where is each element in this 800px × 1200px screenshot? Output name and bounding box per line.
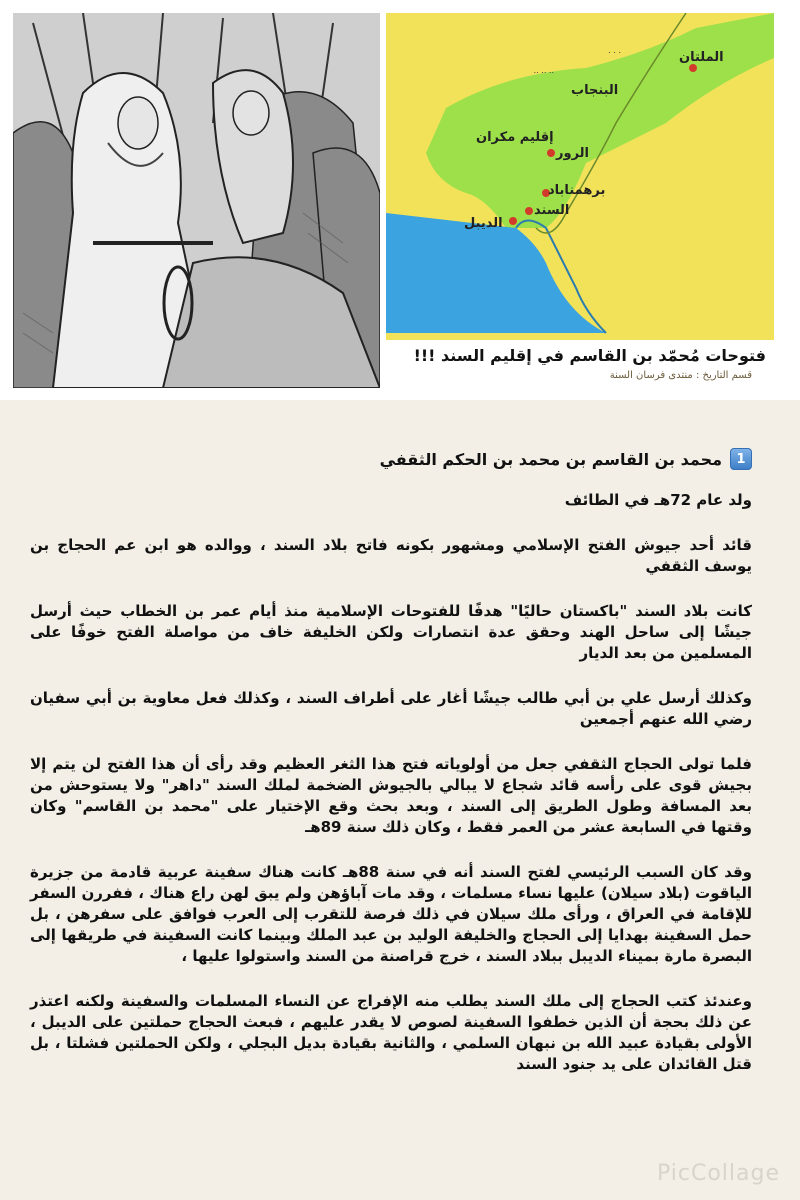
map-label-daybul: الديبل xyxy=(464,216,503,231)
map-caption xyxy=(386,340,774,388)
svg-text:. . .: . . . xyxy=(608,46,621,55)
article-body xyxy=(30,448,752,1099)
paragraph-main-cause: وقد كان السبب الرئيسي لفتح السند أنه في سنة 88هـ كانت هناك سفينة عربية قادمة من جزيرة الياقوت (بلاد سيلان) عليها نساء مسلمات ، وقد مات آباؤهن ولم يبق لهن راع هناك ، ففررن السفر للإقامة في العراق ، ورأى ملك سيلان في ذلك فرصة للتقرب إلى العرب فوافق على سفرهن ، بل حمل السفينة بهدايا إلى الحجاج والخليفة الوليد بن عبد الملك وبينما كانت السفينة في طريقها إلى البصرة مارة بميناء الديبل ببلاد السند ، خرج قراصنة من السند واستولوا عليها ، xyxy=(30,863,753,965)
paragraph-campaigns: وعندئذ كتب الحجاج إلى ملك السند يطلب منه الإفراج عن النساء المسلمات والسفينة ولكنه اعتذر عن ذلك بحجة أن الذين خطفوا السفينة لصوص لا يقدر عليهم ، فبعث الحجاج حملتين على الديبل ، الأولى بقيادة عبيد الله بن نبهان السلمي ، والثانية بقيادة بديل البجلي ، ولكن الحملتين فشلتا ، بل قتل القائدان على يد جنود السند xyxy=(30,992,752,1073)
header-image-area xyxy=(0,0,800,400)
article-heading xyxy=(30,448,752,470)
sketch-illustration xyxy=(13,13,380,388)
svg-text:.. .. ..: .. .. .. xyxy=(533,66,554,75)
paragraph-ali-muawiya: وكذلك أرسل علي بن أبي طالب جيشًا أغار على أطراف السند ، وكذلك فعل معاوية بن أبي سفيان رضي الله عنهم أجمعين xyxy=(30,689,752,728)
map-caption-title: فتوحات مُحمّد بن القاسم في إقليم السند !!! xyxy=(413,346,766,365)
paragraph-sind-target: كانت بلاد السند "باكستان حاليًا" هدفًا للفتوحات الإسلامية منذ أيام عمر بن الخطاب حيث أرسل جيشًا إلى ساحل الهند وحقق عدة انتصارات ولكن الخليفة خاف من مواصلة الفتح خوفًا على المسلمين من بعد الديار xyxy=(30,602,752,662)
map-drawing xyxy=(386,13,774,388)
number-badge: 1 xyxy=(730,448,752,470)
map-label-multan: الملتان xyxy=(679,50,724,65)
paragraph-intro: قائد أحد جيوش الفتح الإسلامي ومشهور بكونه فاتح بلاد السند ، ووالده هو ابن عم الحجاج بن يوسف الثقفي xyxy=(30,536,752,575)
map-label-alror: الرور xyxy=(556,146,589,161)
paragraph-birth: ولد عام 72هـ في الطائف xyxy=(564,491,752,509)
piccollage-watermark: PicCollage xyxy=(656,1161,780,1186)
map-label-brahmanabad: برهمناباد xyxy=(548,183,606,198)
map-caption-source: قسم التاريخ : منتدى فرسان السنة xyxy=(609,370,752,381)
map-label-sind: السند xyxy=(534,203,570,218)
map-label-makran: إقليم مكران xyxy=(476,130,554,145)
historical-sketch-image xyxy=(13,13,380,388)
conquests-map xyxy=(386,13,774,388)
article-title: محمد بن القاسم بن محمد بن الحكم الثقفي xyxy=(379,449,722,469)
map-label-punjab: البنجاب xyxy=(571,83,619,98)
paragraph-hajjaj-choice: فلما تولى الحجاج الثقفي جعل من أولوياته فتح هذا الثغر العظيم وقد رأى أن هذا الفتح لن يتم إلا بجيش قوى على رأسه قائد شجاع لا يبالي بالجيوش الضخمة لملك السند "داهر" ولا يستوحش من بعد المسافة وطول الطريق إلى السند ، وبعد بحث وقع الإختيار على "محمد بن القاسم" وكان وقتها في السابعة عشر من العمر فقط ، وكان ذلك سنة 89هـ xyxy=(30,755,752,836)
